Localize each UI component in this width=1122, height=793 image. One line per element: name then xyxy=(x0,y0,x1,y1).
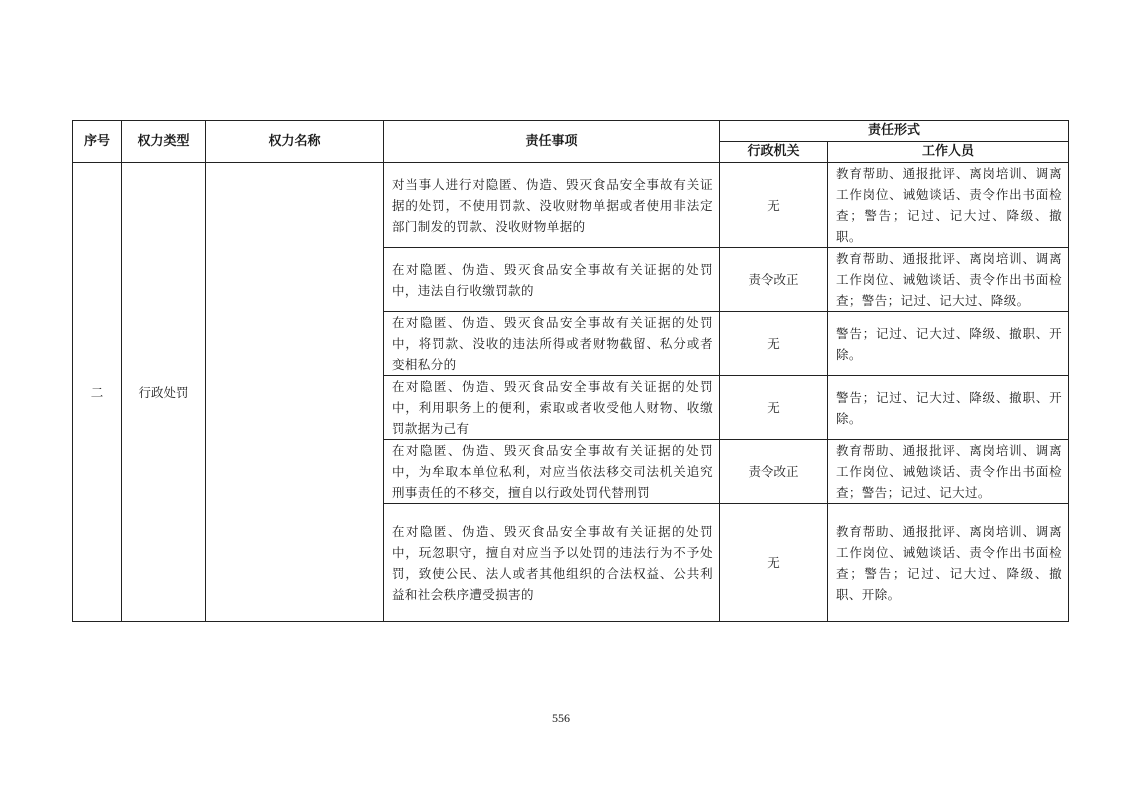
row-staff: 教育帮助、通报批评、离岗培训、调离工作岗位、诫勉谈话、责令作出书面检查；警告；记过、记大过、降级、撤职。 xyxy=(828,163,1069,248)
row-staff: 警告；记过、记大过、降级、撤职、开除。 xyxy=(828,376,1069,440)
header-agency: 行政机关 xyxy=(720,142,828,163)
header-power-name: 权力名称 xyxy=(206,121,384,163)
row-matter: 在对隐匿、伪造、毁灭食品安全事故有关证据的处罚中，将罚款、没收的违法所得或者财物截留、私分或者变相私分的 xyxy=(384,312,720,376)
header-staff: 工作人员 xyxy=(828,142,1069,163)
responsibility-table xyxy=(72,120,1069,622)
row-matter: 在对隐匿、伪造、毁灭食品安全事故有关证据的处罚中，违法自行收缴罚款的 xyxy=(384,248,720,312)
header-index: 序号 xyxy=(73,121,122,163)
header-form: 责任形式 xyxy=(720,121,1069,142)
row-staff: 教育帮助、通报批评、离岗培训、调离工作岗位、诫勉谈话、责令作出书面检查；警告；记过、记大过、降级。 xyxy=(828,248,1069,312)
group-power-type: 行政处罚 xyxy=(122,163,206,622)
row-agency: 无 xyxy=(720,163,828,248)
row-agency: 无 xyxy=(720,312,828,376)
header-matter: 责任事项 xyxy=(384,121,720,163)
header-power-type: 权力类型 xyxy=(122,121,206,163)
row-agency: 无 xyxy=(720,504,828,622)
row-staff: 教育帮助、通报批评、离岗培训、调离工作岗位、诫勉谈话、责令作出书面检查；警告；记过、记大过。 xyxy=(828,440,1069,504)
row-staff: 警告；记过、记大过、降级、撤职、开除。 xyxy=(828,312,1069,376)
row-matter: 在对隐匿、伪造、毁灭食品安全事故有关证据的处罚中，利用职务上的便利，索取或者收受他人财物、收缴罚款据为己有 xyxy=(384,376,720,440)
header-row-1 xyxy=(73,121,1069,142)
row-staff: 教育帮助、通报批评、离岗培训、调离工作岗位、诫勉谈话、责令作出书面检查；警告；记过、记大过、降级、撤职、开除。 xyxy=(828,504,1069,622)
page-number: 556 xyxy=(552,711,570,725)
row-matter: 对当事人进行对隐匿、伪造、毁灭食品安全事故有关证据的处罚，不使用罚款、没收财物单据或者使用非法定部门制发的罚款、没收财物单据的 xyxy=(384,163,720,248)
row-agency: 责令改正 xyxy=(720,440,828,504)
row-matter: 在对隐匿、伪造、毁灭食品安全事故有关证据的处罚中，玩忽职守，擅自对应当予以处罚的违法行为不予处罚，致使公民、法人或者其他组织的合法权益、公共利益和社会秩序遭受损害的 xyxy=(384,504,720,622)
row-agency: 责令改正 xyxy=(720,248,828,312)
row-matter: 在对隐匿、伪造、毁灭食品安全事故有关证据的处罚中，为牟取本单位私利，对应当依法移交司法机关追究刑事责任的不移交，擅自以行政处罚代替刑罚 xyxy=(384,440,720,504)
table-row xyxy=(73,163,1069,248)
group-index: 二 xyxy=(73,163,122,622)
group-power-name xyxy=(206,163,384,622)
row-agency: 无 xyxy=(720,376,828,440)
